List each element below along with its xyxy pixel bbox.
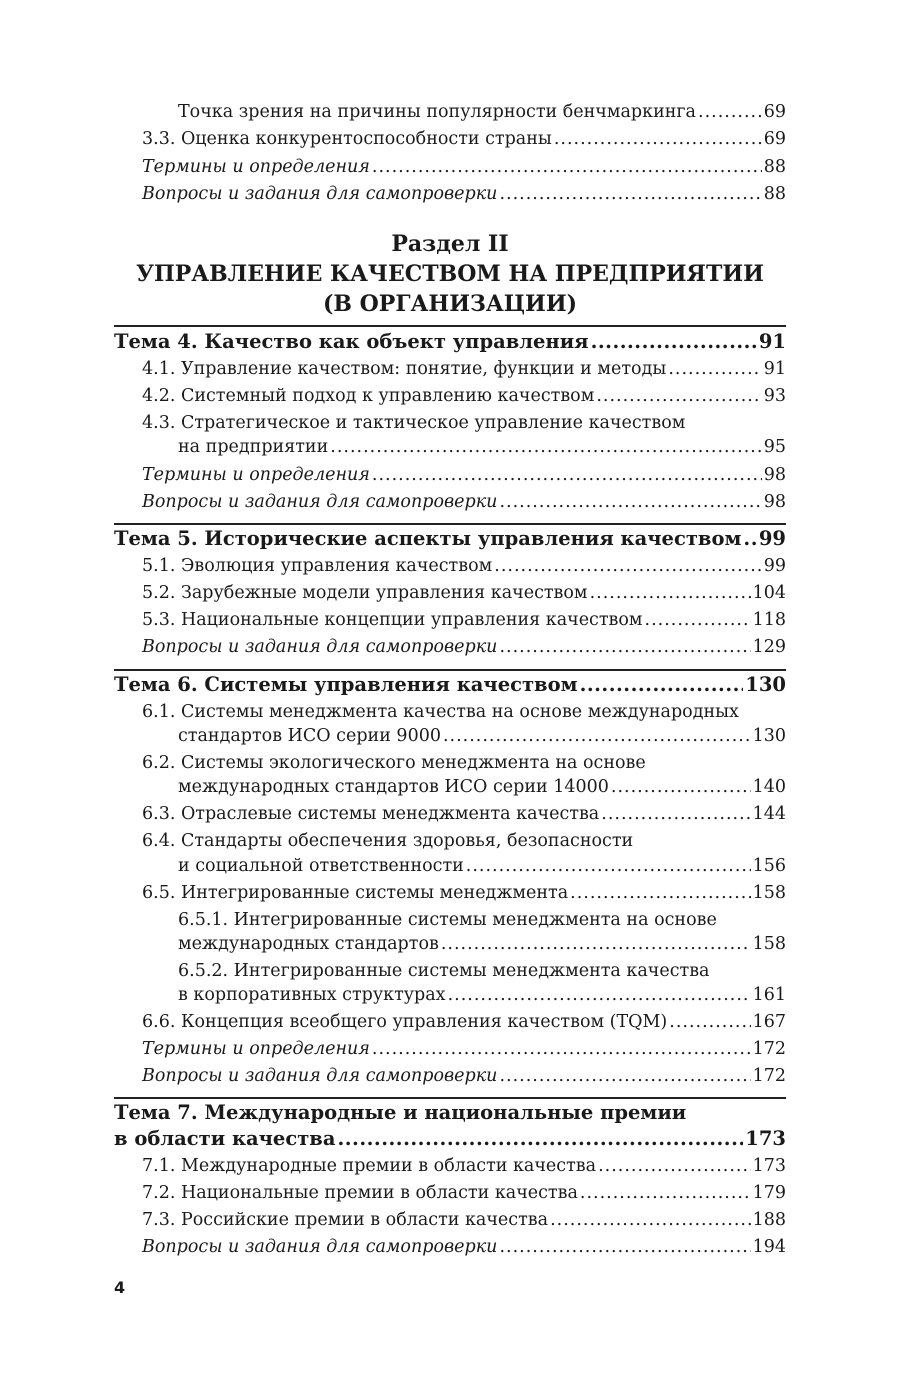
toc-entry-page: 69 [763,102,786,122]
theme-page: 173 [745,1127,786,1150]
toc-entry-title: 4.2. Системный подход к управлению качеством [142,386,595,406]
toc-entry-page: 88 [763,157,786,177]
dot-leader [499,1235,750,1259]
theme-title: Тема 5. Исторические аспекты управления качеством [114,527,742,550]
theme-heading [114,672,786,698]
toc-entry [142,608,786,632]
theme-page: 99 [758,527,786,550]
theme-page: 91 [758,330,786,353]
theme-title-line1: Тема 7. Международные и национальные премии [114,1101,687,1124]
toc-entry-page: 91 [763,359,786,379]
toc-entry-page: 144 [752,804,786,824]
dot-leader [570,881,750,905]
dot-leader [598,1154,751,1178]
toc-entry [142,463,786,487]
dot-leader [645,608,751,632]
toc-entry-title: международных стандартов [178,934,439,954]
toc-entry-title: Вопросы и задания для самопроверки [142,492,498,512]
toc-entry-title: и социальной ответственности [178,856,464,876]
dot-leader [494,554,761,578]
divider [114,325,786,327]
section-title-line1: УПРАВЛЕНИЕ КАЧЕСТВОМ НА ПРЕДПРИЯТИИ [136,261,764,287]
toc-entry-title-line1: 6.5.1. Интегрированные системы менеджмента на основе [178,910,717,930]
dot-leader [330,435,761,459]
toc-entry-title: 6.5. Интегрированные системы менеджмента [142,883,569,903]
dot-leader [668,357,761,381]
toc-entry-page: 98 [763,492,786,512]
toc-entry [178,983,786,1007]
toc-entry-page: 93 [763,386,786,406]
toc-entry-title: 6.3. Отраслевые системы менеджмента качества [142,804,600,824]
toc-entry-title: 7.1. Международные премии в области качества [142,1156,597,1176]
toc-entry-page: 179 [752,1183,786,1203]
toc-entry [142,581,786,605]
toc-entry-page: 172 [752,1066,786,1086]
dot-leader [580,672,744,698]
toc-entry-title: 5.1. Эволюция управления качеством [142,556,493,576]
toc-entry-page: 118 [752,610,786,630]
dot-leader [499,182,761,206]
dot-leader [499,1064,750,1088]
toc-entry-title: 5.2. Зарубежные модели управления качеством [142,583,588,603]
toc-entry [142,127,786,151]
toc-entry [142,1208,786,1232]
toc-entry-page: 158 [752,934,786,954]
toc-entry-title: 7.3. Российские премии в области качества [142,1210,549,1230]
theme-page: 130 [745,673,786,696]
dot-leader [580,1181,751,1205]
dot-leader [499,490,761,514]
divider [114,1097,786,1099]
dot-leader [337,1126,743,1152]
toc-entry-title: Точка зрения на причины популярности бенчмаркинга [178,102,696,122]
toc-entry [142,881,786,905]
toc-entry-page: 158 [752,883,786,903]
dot-leader [554,127,762,151]
toc-entry-page: 173 [752,1156,786,1176]
toc-entry-page: 167 [752,1012,786,1032]
toc-entry-page: 194 [752,1237,786,1257]
toc-entry [142,1181,786,1205]
dot-leader [372,1037,751,1061]
dot-leader [372,155,762,179]
toc-entry-page: 104 [752,583,786,603]
toc-entry-page: 172 [752,1039,786,1059]
dot-leader [441,932,751,956]
toc-entry [142,554,786,578]
toc-entry [142,802,786,826]
toc-entry-title: 5.3. Национальные концепции управления качеством [142,610,643,630]
toc-entry-title: Термины и определения [142,157,370,177]
toc-entry-title: 7.2. Национальные премии в области качества [142,1183,578,1203]
toc-entry-page: 69 [763,129,786,149]
dot-leader [743,526,756,552]
toc-entry-title: Вопросы и задания для самопроверки [142,184,498,204]
dot-leader [448,983,751,1007]
theme-title: в области качества [114,1127,336,1150]
toc-entry [142,182,786,206]
toc-entry-title-line1: 6.1. Системы менеджмента качества на основе международных [142,702,739,722]
section-label: Раздел II [391,231,509,257]
dot-leader [590,581,751,605]
divider [114,523,786,525]
toc-entry [142,635,786,659]
page-number: 4 [114,1278,126,1297]
toc-entry-title: Вопросы и задания для самопроверки [142,637,498,657]
divider [114,669,786,671]
toc-entry [178,435,786,459]
toc-entry-page: 98 [763,465,786,485]
toc-entry-title-line1: 6.4. Стандарты обеспечения здоровья, безопасности [142,831,634,851]
toc-entry [178,775,786,799]
toc-entry-page: 161 [752,985,786,1005]
dot-leader [596,384,761,408]
toc-entry [142,1010,786,1034]
theme-title: Тема 4. Качество как объект управления [114,330,589,353]
toc-entry [142,490,786,514]
section-title-line2: (В ОРГАНИЗАЦИИ) [322,291,578,317]
toc-entry-title: на предприятии [178,437,329,457]
dot-leader [601,802,750,826]
dot-leader [466,854,751,878]
toc-entry-page: 88 [763,184,786,204]
toc-entry [178,724,786,748]
toc-entry-page: 140 [752,777,786,797]
toc-entry-title: 3.3. Оценка конкурентоспособности страны [142,129,552,149]
toc-entry-title: 6.6. Концепция всеобщего управления качеством (TQM) [142,1012,668,1032]
dot-leader [443,724,751,748]
toc-entry-page: 130 [752,726,786,746]
toc-entry [178,932,786,956]
dot-leader [698,100,762,124]
toc-entry [142,155,786,179]
toc-entry-page: 129 [752,637,786,657]
toc-entry-page: 156 [752,856,786,876]
toc-entry-page: 99 [763,556,786,576]
toc-entry-title: 4.1. Управление качеством: понятие, функции и методы [142,359,667,379]
dot-leader [591,329,757,355]
toc-entry-title-line1: 6.2. Системы экологического менеджмента на основе [142,753,646,773]
toc-entry [142,384,786,408]
toc-entry [178,854,786,878]
toc-entry [142,1064,786,1088]
toc-entry [178,100,786,124]
toc-entry-title: Термины и определения [142,465,370,485]
dot-leader [372,463,762,487]
dot-leader [611,775,751,799]
toc-entry [142,1235,786,1259]
toc-entry-title-line1: 6.5.2. Интегрированные системы менеджмента качества [178,961,710,981]
toc-entry-page: 188 [752,1210,786,1230]
toc-entry-title: в корпоративных структурах [178,985,446,1005]
toc-entry-title-line1: 4.3. Стратегическое и тактическое управление качеством [142,413,686,433]
toc-entry [142,1154,786,1178]
toc-entry-page: 95 [763,437,786,457]
dot-leader [550,1208,751,1232]
theme-heading [114,1126,786,1152]
toc-entry-title: стандартов ИСО серии 9000 [178,726,441,746]
theme-heading [114,526,786,552]
toc-entry-title: Вопросы и задания для самопроверки [142,1237,498,1257]
theme-title: Тема 6. Системы управления качеством [114,673,578,696]
toc-entry-title: Термины и определения [142,1039,370,1059]
toc-entry [142,357,786,381]
toc-entry-title: Вопросы и задания для самопроверки [142,1066,498,1086]
theme-heading [114,329,786,355]
dot-leader [669,1010,750,1034]
toc-entry-title: международных стандартов ИСО серии 14000 [178,777,609,797]
toc-entry [142,1037,786,1061]
dot-leader [499,635,750,659]
